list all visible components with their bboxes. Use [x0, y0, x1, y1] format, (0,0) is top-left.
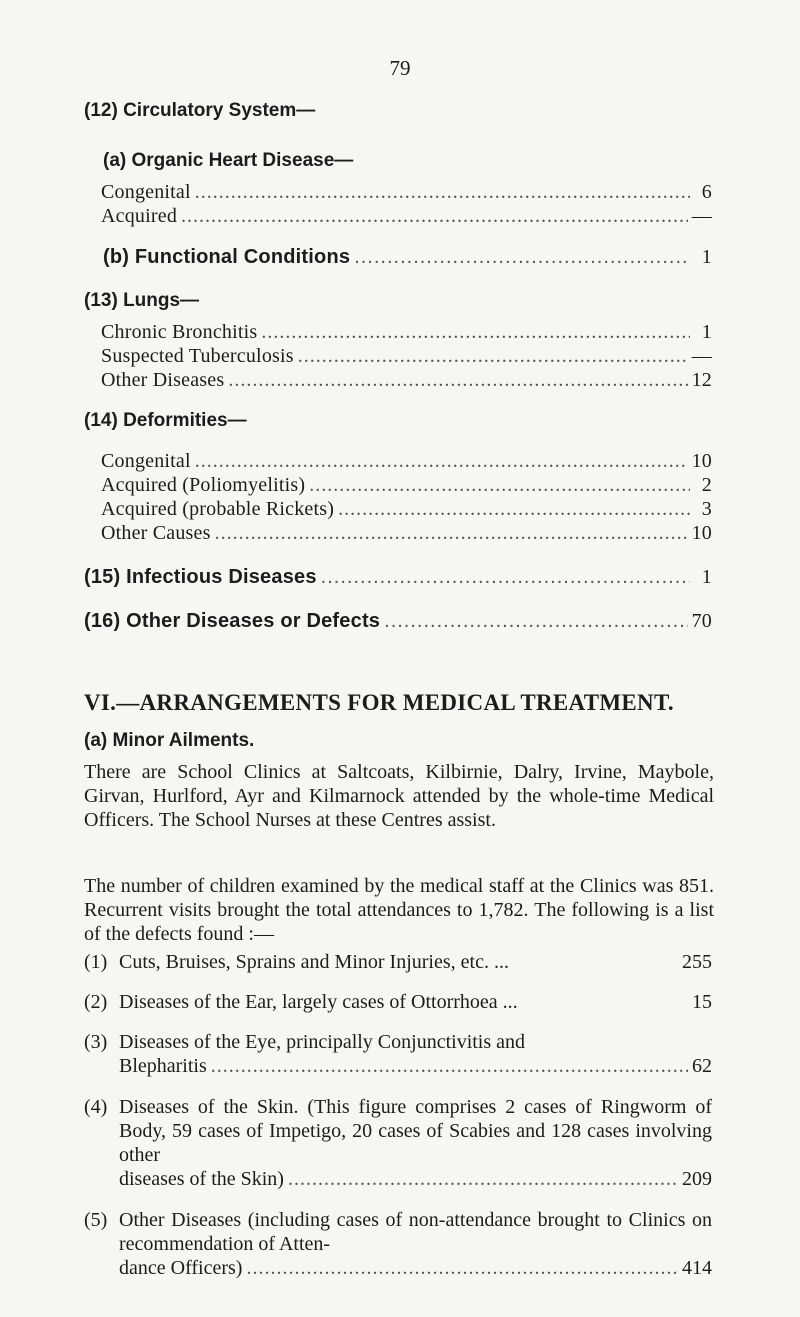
- row-value: 10: [691, 522, 712, 544]
- row-value: 1: [701, 566, 712, 588]
- item-number: (4): [84, 1096, 108, 1118]
- row-value: 1: [701, 321, 712, 343]
- row-value: 6: [701, 181, 712, 203]
- item-text: Diseases of the Skin. (This figure comprises 2 cases of Ringworm of Body, 59 cases of Impetigo, 20 cases of Scabies and 128 cases involving other: [119, 1096, 712, 1166]
- minor-ailments-heading: (a) Minor Ailments.: [84, 730, 255, 751]
- list-item: [84, 950, 712, 974]
- row-value: 10: [691, 450, 712, 472]
- list-item: [84, 1030, 712, 1078]
- row-label: (b) Functional Conditions: [103, 246, 351, 268]
- item-text: Diseases of the Eye, principally Conjunctivitis and: [119, 1031, 526, 1053]
- section-12-heading: (12) Circulatory System—: [84, 100, 316, 121]
- table-row: [101, 205, 712, 229]
- list-item: [84, 1208, 712, 1280]
- list-item: [84, 990, 712, 1014]
- row-label: Other Causes: [101, 522, 211, 544]
- section-14-heading: (14) Deformities—: [84, 410, 247, 431]
- row-value: 2: [701, 474, 712, 496]
- item-number: (2): [84, 991, 108, 1013]
- row-label: Suspected Tuberculosis: [101, 345, 294, 367]
- row-label: Acquired (Poliomyelitis): [101, 474, 306, 496]
- item-number: (3): [84, 1031, 108, 1053]
- page-number: 79: [389, 56, 411, 80]
- item-value: 209: [682, 1168, 712, 1190]
- item-text-last: dance Officers): [119, 1257, 243, 1279]
- item-text-last: Blepharitis: [119, 1055, 207, 1077]
- item-value: 414: [682, 1257, 712, 1279]
- item-value: 62: [692, 1055, 712, 1077]
- item-number: (5): [84, 1209, 108, 1231]
- row-value: 70: [691, 610, 712, 632]
- table-row: [101, 321, 712, 345]
- table-row: [101, 522, 712, 546]
- table-row: [101, 450, 712, 474]
- paragraph: There are School Clinics at Saltcoats, Kilbirnie, Dalry, Irvine, Maybole, Girvan, Hurlford, Ayr and Kilmarnock attended by the whole-time Medical Officers. The School Nurses at these Centres assist.: [84, 761, 714, 831]
- item-text-last: diseases of the Skin): [119, 1168, 284, 1190]
- table-row: [101, 474, 712, 498]
- item-text: Cuts, Bruises, Sprains and Minor Injuries, etc. ...: [119, 951, 509, 973]
- row-label: (16) Other Diseases or Defects: [84, 610, 381, 632]
- row-label: Congenital: [101, 450, 191, 472]
- row-value: —: [691, 205, 712, 227]
- row-label: Other Diseases: [101, 369, 225, 391]
- item-text: Diseases of the Ear, largely cases of Ottorrhoea ...: [119, 991, 518, 1013]
- item-number: (1): [84, 951, 108, 973]
- item-value: 15: [692, 991, 712, 1013]
- list-item: [84, 1095, 712, 1191]
- paragraph: The number of children examined by the medical staff at the Clinics was 851. Recurrent visits brought the total attendances to 1,782. The following is a list of the defects found :—: [84, 875, 714, 945]
- item-text: Other Diseases (including cases of non-attendance brought to Clinics on recommendation of Atten-: [119, 1209, 712, 1255]
- row-value: 1: [701, 246, 712, 268]
- table-row: [101, 345, 712, 369]
- section-13-heading: (13) Lungs—: [84, 290, 200, 311]
- row-label: Acquired (probable Rickets): [101, 498, 335, 520]
- section-12a-heading: (a) Organic Heart Disease—: [103, 150, 354, 171]
- table-row: [84, 566, 712, 590]
- row-label: (15) Infectious Diseases: [84, 566, 317, 588]
- table-row: [103, 246, 712, 270]
- row-value: 3: [701, 498, 712, 520]
- row-value: 12: [691, 369, 712, 391]
- item-value: 255: [682, 951, 712, 973]
- row-label: Congenital: [101, 181, 191, 203]
- row-value: —: [691, 345, 712, 367]
- section-title: VI.—ARRANGEMENTS FOR MEDICAL TREATMENT.: [84, 690, 674, 715]
- table-row: [101, 181, 712, 205]
- row-label: Chronic Bronchitis: [101, 321, 258, 343]
- table-row: [84, 610, 712, 634]
- row-label: Acquired: [101, 205, 178, 227]
- table-row: [101, 369, 712, 393]
- table-row: [101, 498, 712, 522]
